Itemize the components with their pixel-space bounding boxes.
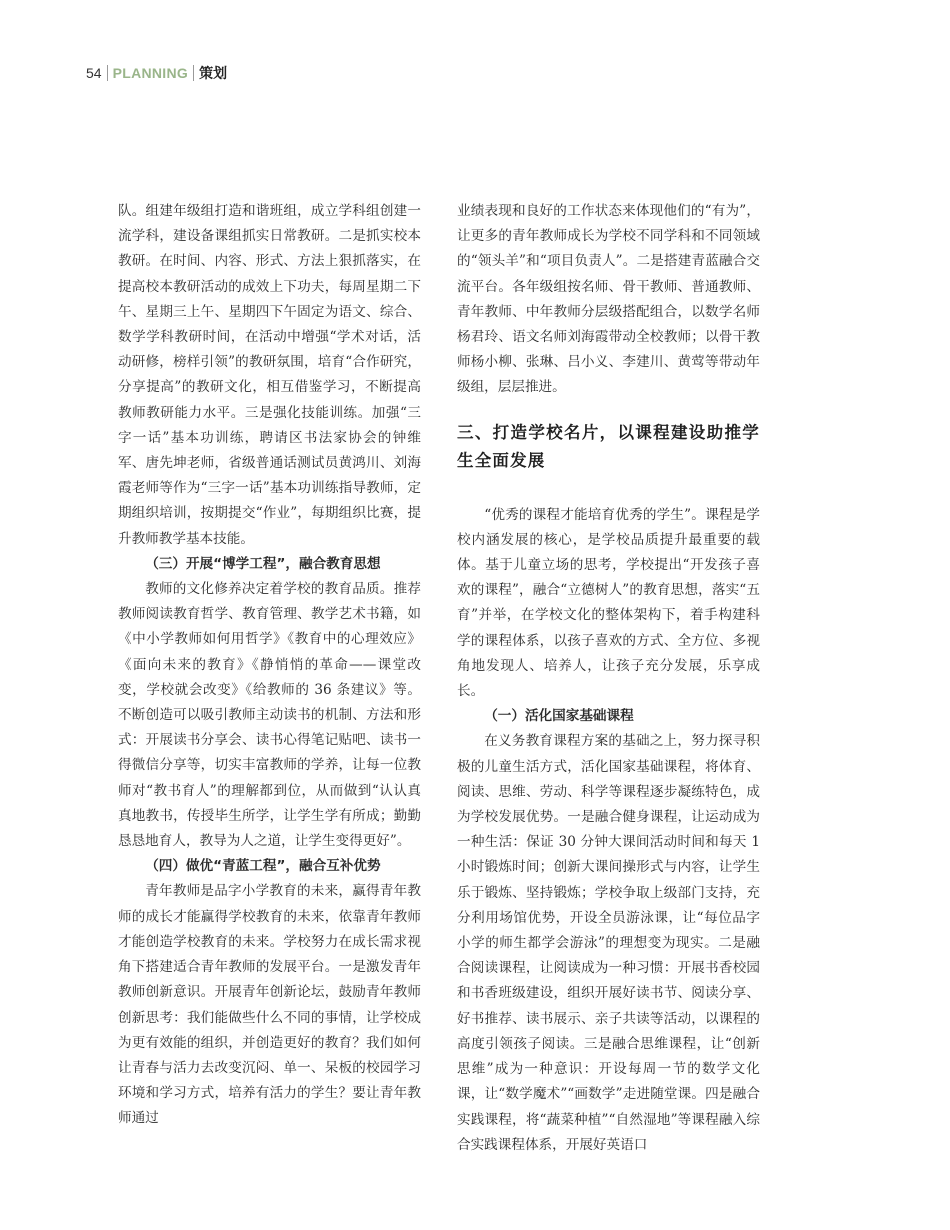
right-column [457,199,760,1158]
header-divider [107,65,108,81]
left-column [118,199,421,1132]
body-paragraph: 教师的文化修养决定着学校的教育品质。推荐教师阅读教育哲学、教育管理、教学艺术书籍，如《中小学教师如何用哲学》《教育中的心理效应》《面向未来的教育》《静悄悄的革命——课堂改变，学校就会改变》《给教师的 36 条建议》等。不断创造可以吸引教师主动读书的机制、方法和形式：开展读书分享会、读书心得笔记贴吧、读书一得微信分享等，切实丰富教师的学养，让每一位教师对“教书育人”的理解都到位，从而做到“认认真真地教书，传授毕生所学，让学生学有所成；勤勤恳恳地育人，教导为人之道，让学生变得更好”。 [118,581,421,850]
header-divider [193,65,194,81]
body-paragraph: “优秀的课程才能培育优秀的学生”。课程是学校内涵发展的核心，是学校品质提升最重要的载体。基于儿童立场的思考，学校提出“开发孩子喜欢的课程”，融合“立德树人”的教育思想，落实“五育”并举，在学校文化的整体架构下，着手构建科学的课程体系，以孩子喜欢的方式、全方位、多视角地发现人、培养人，让孩子充分发展，乐享成长。 [457,506,760,700]
body-paragraph: 队。组建年级组打造和谐班组，成立学科组创建一流学科，建设备课组抓实日常教研。二是抓实校本教研。在时间、内容、形式、方法上狠抓落实，在提高校本教研活动的成效上下功夫，每周星期二下午、星期三上午、星期四下午固定为语文、综合、数学学科教研时间，在活动中增强“学术对话，活动研修，榜样引领”的教研氛围，培育“合作研究，分享提高”的教研文化，相互借鉴学习，不断提高教师教研能力水平。三是强化技能训练。加强“三字一话”基本功训练，聘请区书法家协会的钟维军、唐先坤老师，省级普通话测试员黄鸿川、刘海霞老师等作为“三字一话”基本功训练指导教师，定期组织培训，按期提交“作业”，每期组织比赛，提升教师教学基本技能。 [118,203,421,547]
section-name: 策划 [199,65,228,81]
subsection-heading: （一）活化国家基础课程 [484,708,634,725]
body-paragraph: 青年教师是品字小学教育的未来，赢得青年教师的成长才能赢得学校教育的未来，依靠青年教师才能创造学校教育的未来。学校努力在成长需求视角下搭建适合青年教师的发展平台。一是激发青年教师创新意识。开展青年创新论坛，鼓励青年教师创新思考：我们能做些什么不同的事情，让学校成为更有效能的组织，并创造更好的教育？我们如何让青春与活力去改变沉闷、单一、呆板的校园学习环境和学习方式，培养有活力的学生？要让青年教师通过 [118,883,421,1127]
subsection-heading: （三）开展“博学工程”，融合教育思想 [145,555,381,572]
page-number: 54 [86,65,102,81]
subsection-heading: （四）做优“青蓝工程”，融合互补优势 [145,858,381,875]
page-header [86,62,227,84]
section-brand: PLANNING [112,65,189,81]
body-paragraph: 在义务教育课程方案的基础之上，努力探寻积极的儿童生活方式，活化国家基础课程，将体育、阅读、思维、劳动、科学等课程逐步凝练特色，成为学校发展优势。一是融合健身课程，让运动成为一种生活：保证 30 分钟大课间活动时间和每天 1 小时锻炼时间；创新大课间操形式与内容，让学生乐于锻炼、坚持锻炼；学校争取上级部门支持，充分利用场馆优势，开设全员游泳课，让“每位品字小学的师生都学会游泳”的理想变为现实。二是融合阅读课程，让阅读成为一种习惯：开展书香校园和书香班级建设，组织开展好读书节、阅读分享、好书推荐、读书展示、亲子共读等活动，以课程的高度引领孩子阅读。三是融合思维课程，让“创新思维”成为一种意识：开设每周一节的数学文化课，让“数学魔术”“画数学”走进随堂课。四是融合实践课程，将“蔬菜种植”“自然湿地”等课程融入综合实践课程体系，开展好英语口 [457,733,760,1153]
section-heading: 三、打造学校名片，以课程建设助推学生全面发展 [457,422,760,470]
body-paragraph: 业绩表现和良好的工作状态来体现他们的“有为”，让更多的青年教师成长为学校不同学科和不同领域的“领头羊”和“项目负责人”。二是搭建青蓝融合交流平台。各年级组按名师、骨干教师、普通教师、青年教师、中年教师分层级搭配组合，以数学名师杨君玲、语文名师刘海霞带动全校教师；以骨干教师杨小柳、张琳、吕小义、李建川、黄莺等带动年级组，层层推进。 [457,203,760,396]
